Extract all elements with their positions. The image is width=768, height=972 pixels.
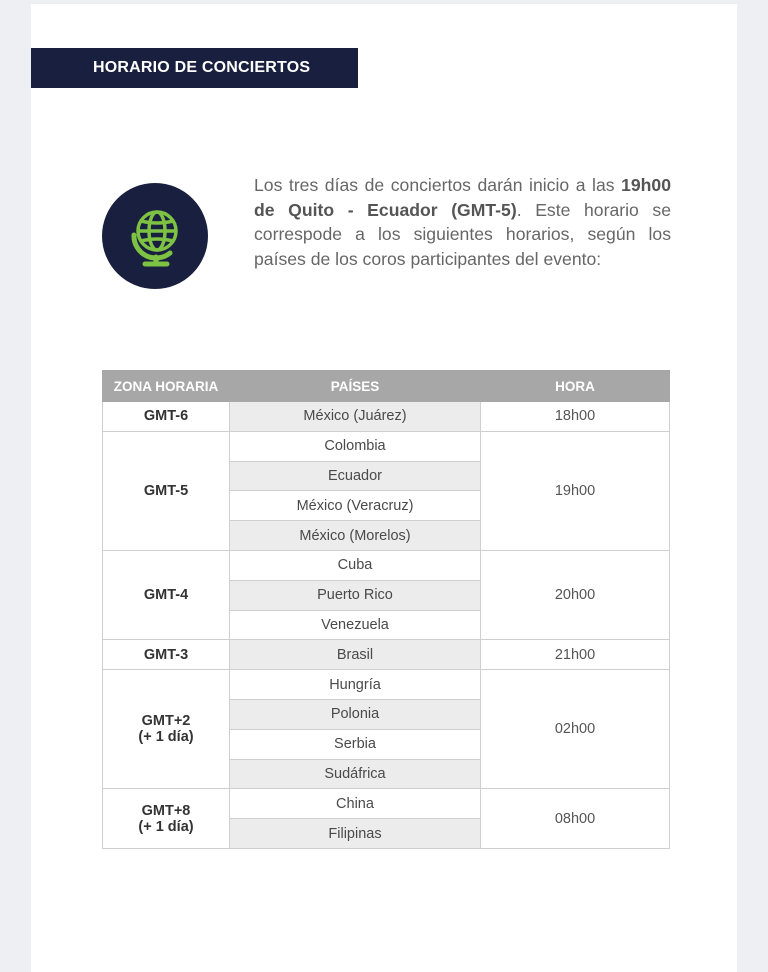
country-cell: Ecuador [230, 461, 481, 491]
country-cell: México (Morelos) [230, 521, 481, 551]
country-cell: Sudáfrica [230, 759, 481, 789]
table-header-row [103, 371, 670, 402]
schedule-table [102, 370, 670, 849]
hour-cell: 21h00 [481, 640, 670, 670]
country-cell: México (Veracruz) [230, 491, 481, 521]
country-cell: Venezuela [230, 610, 481, 640]
zone-cell [103, 402, 230, 432]
table-row [103, 670, 670, 700]
country-cell: México (Juárez) [230, 402, 481, 432]
zone-label: GMT-5 [143, 482, 189, 499]
country-cell: China [230, 789, 481, 819]
zone-label: GMT+8 [141, 802, 191, 819]
zone-cell [103, 670, 230, 789]
hour-cell: 19h00 [481, 431, 670, 550]
hour-cell: 18h00 [481, 402, 670, 432]
country-cell: Cuba [230, 550, 481, 580]
header-hour: HORA [481, 371, 670, 402]
table-row [103, 402, 670, 432]
table-row [103, 431, 670, 461]
table-row [103, 550, 670, 580]
zone-note: (+ 1 día) [138, 729, 194, 746]
intro-paragraph [254, 173, 671, 271]
hour-cell: 20h00 [481, 550, 670, 639]
zone-label: GMT-6 [143, 408, 189, 425]
globe-badge [102, 183, 208, 289]
country-cell: Puerto Rico [230, 580, 481, 610]
country-cell: Polonia [230, 699, 481, 729]
country-cell: Hungría [230, 670, 481, 700]
table-row [103, 789, 670, 819]
zone-label: GMT-3 [143, 646, 189, 663]
zone-cell [103, 789, 230, 849]
section-title-text: HORARIO DE CONCIERTOS [93, 59, 311, 76]
country-cell: Colombia [230, 431, 481, 461]
zone-label: GMT+2 [141, 713, 191, 730]
table-body [103, 402, 670, 849]
intro-text-start: Los tres días de conciertos darán inicio a las [254, 175, 622, 195]
zone-label: GMT-4 [143, 587, 189, 604]
zone-cell [103, 550, 230, 639]
country-cell: Filipinas [230, 819, 481, 849]
header-zone: ZONA HORARIA [103, 371, 230, 402]
header-countries: PAÍSES [230, 371, 481, 402]
country-cell: Brasil [230, 640, 481, 670]
intro-highlight: 19h00 de Quito - Ecuador (GMT-5) [254, 175, 671, 220]
intro-text-end: . Este horario se correspode a los siguientes horarios, según los países de los coros participantes del evento: [254, 199, 671, 269]
hour-cell: 08h00 [481, 789, 670, 849]
zone-note: (+ 1 día) [138, 818, 194, 835]
table-row [103, 640, 670, 670]
hour-cell: 02h00 [481, 670, 670, 789]
globe-icon [120, 201, 190, 271]
country-cell: Serbia [230, 729, 481, 759]
document-page [31, 4, 737, 972]
zone-cell [103, 640, 230, 670]
zone-cell [103, 431, 230, 550]
section-title [31, 48, 358, 88]
